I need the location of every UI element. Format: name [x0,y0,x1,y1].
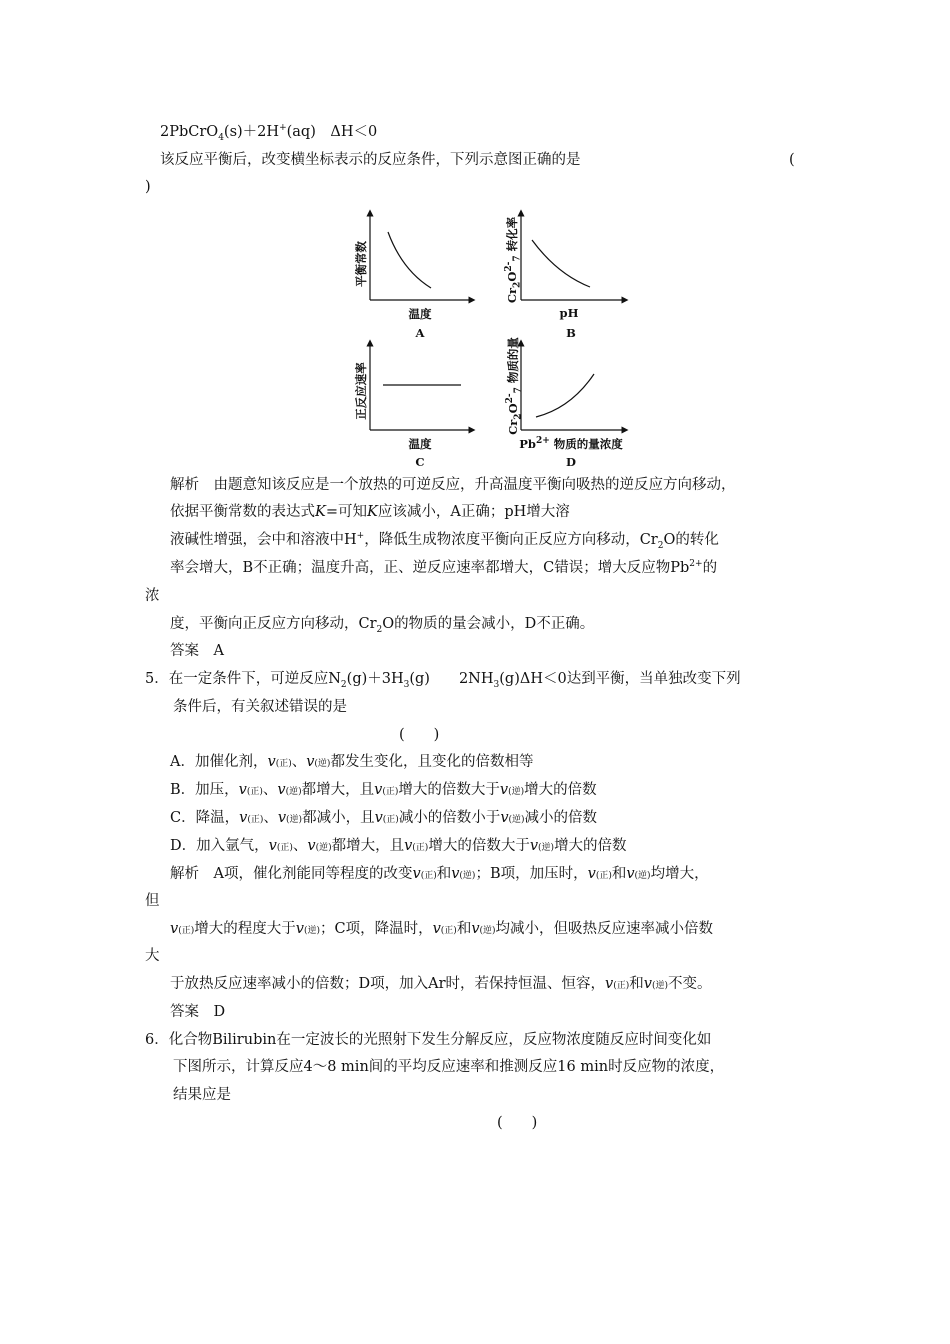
q5-stem-line2: 条件后，有关叙述错误的是 [173,699,347,715]
graph-d [521,343,625,430]
graph-d-tag: D [566,455,576,469]
graph-b-ylabel: $Cr_2O^{2-}_7$ 转化率 [504,216,523,304]
q6-stem-line3: 结果应是 [173,1087,231,1103]
graph-a-ylabel: 平衡常数 [354,241,368,287]
q4-stem: 该反应平衡后，改变横坐标表示的反应条件，下列示意图正确的是 [160,152,581,168]
q6-stem-line1: 6．化合物Bilirubin在一定波长的光照射下发生分解反应，反应物浓度随反应时间变化如 [145,1032,712,1048]
graph-a-curve [388,232,431,288]
graph-d-ylabel: $Cr_2O^{2-}_7$ 物质的量 [505,337,524,435]
graph-c-ylabel: 正反应速率 [354,362,368,420]
graph-a-tag: A [415,326,425,340]
analysis4-line3: 液碱性增强，会中和溶液中H+，降低生成物浓度平衡向正反应方向移动，$Cr_2O$的转化 [170,531,719,551]
graph-d-xlabel: $Pb^{2+}$ 物质的量浓度 [519,436,623,451]
q5-option-c: C．降温，v(正)、v(逆)都减小，且v(正)减小的倍数小于v(逆)减小的倍数 [170,810,598,826]
analysis5-line2: 但 [145,893,160,909]
graph-c [370,343,472,430]
graph-b [521,213,625,300]
graph-a [370,213,472,300]
analysis5-line5: 于放热反应速率减小的倍数；D项，加入Ar时，若保持恒温、恒容，v(正)和v(逆)不变。 [170,976,712,992]
analysis5-line1: 解析 A项，催化剂能同等程度的改变v(正)和v(逆)；B项，加压时，v(正)和v(逆)均增大， [170,866,709,882]
q5-stem-line1: 5．在一定条件下，可逆反应$N_2(g)+3H_3(g)$ $2NH_3(g)\Delta H<0$达到平衡，当单独改变下列 [145,671,741,690]
q5-paren: ( ) [399,727,440,743]
q6-stem-line2: 下图所示，计算反应4～8 min间的平均反应速率和推测反应16 min时反应物的浓度， [173,1059,725,1075]
answer4: 答案 A [170,643,224,659]
answer5: 答案 D [170,1004,226,1020]
q4-paren-close: ) [145,179,151,195]
q4-paren-open: ( [789,152,795,168]
equation-line: 2PbCrO$_4$(s)＋2H+(aq) ΔH＜0 [160,123,378,143]
analysis4-line5: 浓 [145,588,160,604]
analysis4-line2: 依据平衡常数的表达式K=可知K应该减小，A正确；pH增大溶 [170,504,570,520]
graph-b-tag: B [566,326,576,340]
q6-paren: ( ) [497,1115,538,1131]
analysis4-line1: 解析 由题意知该反应是一个放热的可逆反应，升高温度平衡向吸热的逆反应方向移动， [170,477,736,493]
analysis5-line3: v(正)增大的程度大于v(逆)；C项，降温时，v(正)和v(逆)均减小，但吸热反应速率减小倍数 [170,921,714,937]
analysis4-line6: 度，平衡向正反应方向移动，$Cr_2O$的物质的量会减小，D不正确。 [170,616,595,635]
q5-option-d: D．加入氩气，v(正)、v(逆)都增大，且v(正)增大的倍数大于v(逆)增大的倍数 [170,838,627,854]
graph-c-tag: C [415,455,425,469]
q5-option-a: A．加催化剂，v(正)、v(逆)都发生变化，且变化的倍数相等 [170,754,534,770]
graph-b-xlabel: pH [559,306,579,320]
analysis5-line4: 大 [145,948,160,964]
graph-d-curve [536,374,594,417]
q5-option-b: B．加压，v(正)、v(逆)都增大，且v(正)增大的倍数大于v(逆)增大的倍数 [170,782,597,798]
graph-c-xlabel: 温度 [408,437,432,451]
analysis4-line4: 率会增大，B不正确；温度升高，正、逆反应速率都增大，C错误；增大反应物$Pb^{2+}$的 [170,559,718,576]
graph-b-curve [532,240,590,287]
graph-a-xlabel: 温度 [408,307,432,321]
